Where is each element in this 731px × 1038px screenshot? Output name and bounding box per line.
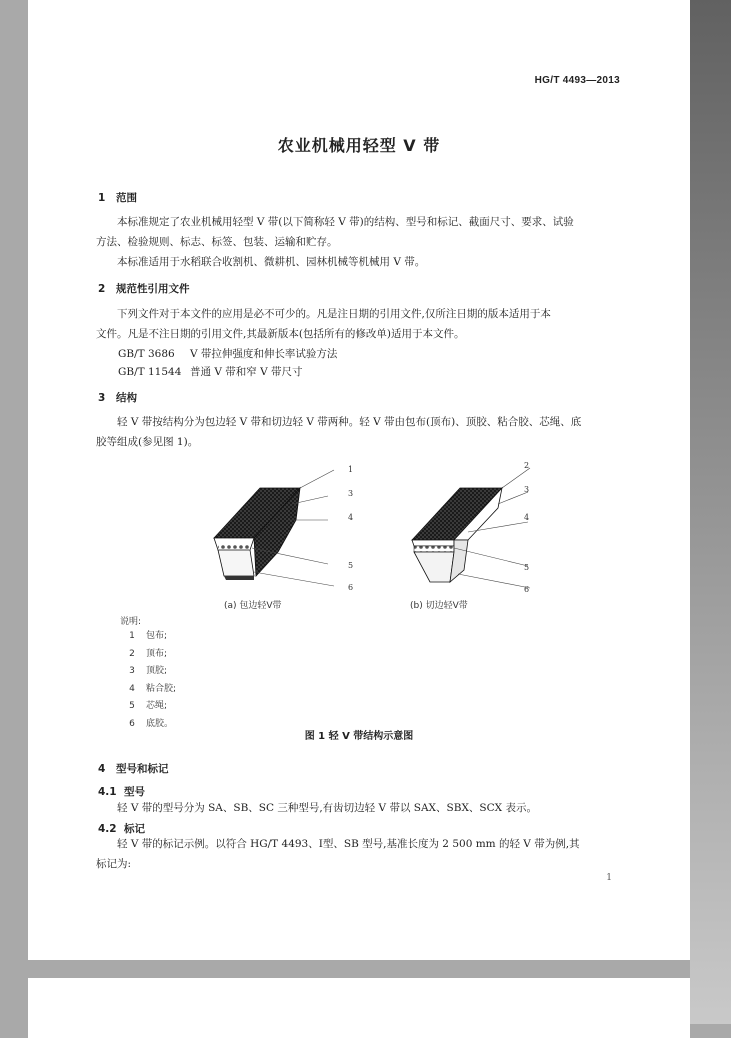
legend-number: 2 xyxy=(129,648,135,659)
section-title: 范围 xyxy=(116,192,137,204)
section-1-body xyxy=(96,212,656,272)
legend-item xyxy=(118,628,176,646)
legend-number: 4 xyxy=(129,683,135,694)
callout-number: 6 xyxy=(348,583,354,592)
legend-item xyxy=(118,698,176,716)
section-3-body xyxy=(96,412,656,452)
callout-number: 1 xyxy=(348,465,354,474)
viewer-scrollbar-track[interactable] xyxy=(690,0,731,1024)
callout-number: 2 xyxy=(524,461,530,470)
reference-title: 普通 V 带和窄 V 带尺寸 xyxy=(190,366,303,378)
legend-label: 粘合胶; xyxy=(146,683,177,694)
legend-item xyxy=(118,646,176,664)
legend-label: 顶布; xyxy=(146,648,168,659)
normative-reference xyxy=(118,364,303,379)
section-title: 结构 xyxy=(116,392,137,404)
figure-1a-caption: (a) 包边轻V带 xyxy=(224,601,282,611)
wrapped-belt-callouts xyxy=(348,465,353,592)
section-3-heading xyxy=(98,390,137,405)
section-4-heading xyxy=(98,761,169,776)
paragraph-line: 胶等组成(参见图 1)。 xyxy=(96,436,199,448)
figure-1-belt-diagrams xyxy=(28,460,690,610)
document-page xyxy=(28,0,690,960)
figure-1-caption: 图 1 轻 V 带结构示意图 xyxy=(304,731,414,742)
subsection-4-2-body xyxy=(96,834,656,874)
document-title: 农业机械用轻型 V 带 xyxy=(277,136,441,155)
wrapped-belt-diagram xyxy=(214,470,334,586)
section-title: 规范性引用文件 xyxy=(116,283,190,295)
reference-code: GB/T 3686 xyxy=(118,348,175,360)
raw-edge-belt-diagram xyxy=(412,468,530,588)
reference-title: V 带拉伸强度和伸长率试验方法 xyxy=(190,348,338,360)
figure-legend xyxy=(118,628,176,733)
figure-1b-caption: (b) 切边轻V带 xyxy=(410,601,468,611)
raw-edge-belt-callouts xyxy=(524,461,529,594)
section-number: 4 xyxy=(98,763,106,775)
page-number: 1 xyxy=(606,873,612,883)
subsection-title: 型号 xyxy=(124,786,145,798)
next-page-edge xyxy=(28,978,690,1038)
legend-label: 顶胶; xyxy=(146,666,168,676)
callout-number: 5 xyxy=(524,563,530,572)
callout-number: 4 xyxy=(524,513,530,522)
legend-number: 5 xyxy=(129,701,135,711)
legend-label: 底胶。 xyxy=(146,718,174,729)
paragraph-line: 轻 V 带按结构分为包边轻 V 带和切边轻 V 带两种。轻 V 带由包布(顶布)、顶胶、粘合胶、芯绳、底 xyxy=(117,416,582,428)
section-number: 2 xyxy=(98,283,106,295)
paragraph-line: 本标准适用于水稻联合收割机、微耕机、园林机械等机械用 V 带。 xyxy=(117,256,426,268)
legend-label: 包布; xyxy=(146,631,168,641)
legend-item xyxy=(118,663,176,681)
paragraph-line: 方法、检验规则、标志、标签、包装、运输和贮存。 xyxy=(96,236,338,248)
callout-number: 3 xyxy=(348,489,354,498)
legend-item xyxy=(118,681,176,699)
callout-number: 4 xyxy=(348,513,354,522)
legend-label: 芯绳; xyxy=(146,701,168,711)
paragraph-line: 文件。凡是不注日期的引用文件,其最新版本(包括所有的修改单)适用于本文件。 xyxy=(96,328,465,340)
subsection-title: 标记 xyxy=(124,823,145,835)
paragraph-line: 下列文件对于本文件的应用是必不可少的。凡是注日期的引用文件,仅所注日期的版本适用于本 xyxy=(117,308,551,320)
paragraph-line: 本标准规定了农业机械用轻型 V 带(以下简称轻 V 带)的结构、型号和标记、截面尺寸、要求、试验 xyxy=(117,216,574,228)
legend-number: 3 xyxy=(129,666,135,676)
subsection-number: 4.2 xyxy=(98,823,117,835)
subsection-4-1-heading xyxy=(98,784,145,799)
section-number: 1 xyxy=(98,192,106,204)
section-1-heading xyxy=(98,190,137,205)
paragraph-line: 轻 V 带的型号分为 SA、SB、SC 三种型号,有齿切边轻 V 带以 SAX、SBX、SCX 表示。 xyxy=(117,802,537,814)
normative-reference xyxy=(118,346,337,361)
callout-number: 5 xyxy=(348,561,354,570)
legend-number: 1 xyxy=(129,631,135,641)
section-2-heading xyxy=(98,281,190,296)
reference-code: GB/T 11544 xyxy=(118,366,182,378)
section-number: 3 xyxy=(98,392,106,404)
paragraph-line: 轻 V 带的标记示例。以符合 HG/T 4493、Ⅰ型、SB 型号,基准长度为 2 500 mm 的轻 V 带为例,其 xyxy=(117,838,580,850)
legend-number: 6 xyxy=(129,718,135,729)
section-title: 型号和标记 xyxy=(116,763,169,775)
paragraph-line: 标记为: xyxy=(96,858,132,870)
subsection-number: 4.1 xyxy=(98,786,117,798)
callout-number: 3 xyxy=(524,485,530,494)
figure-legend-title: 说明: xyxy=(120,617,142,627)
standard-number: HG/T 4493—2013 xyxy=(534,75,620,86)
section-2-body xyxy=(96,304,656,344)
subsection-4-1-body xyxy=(96,798,656,818)
callout-number: 6 xyxy=(524,585,530,594)
